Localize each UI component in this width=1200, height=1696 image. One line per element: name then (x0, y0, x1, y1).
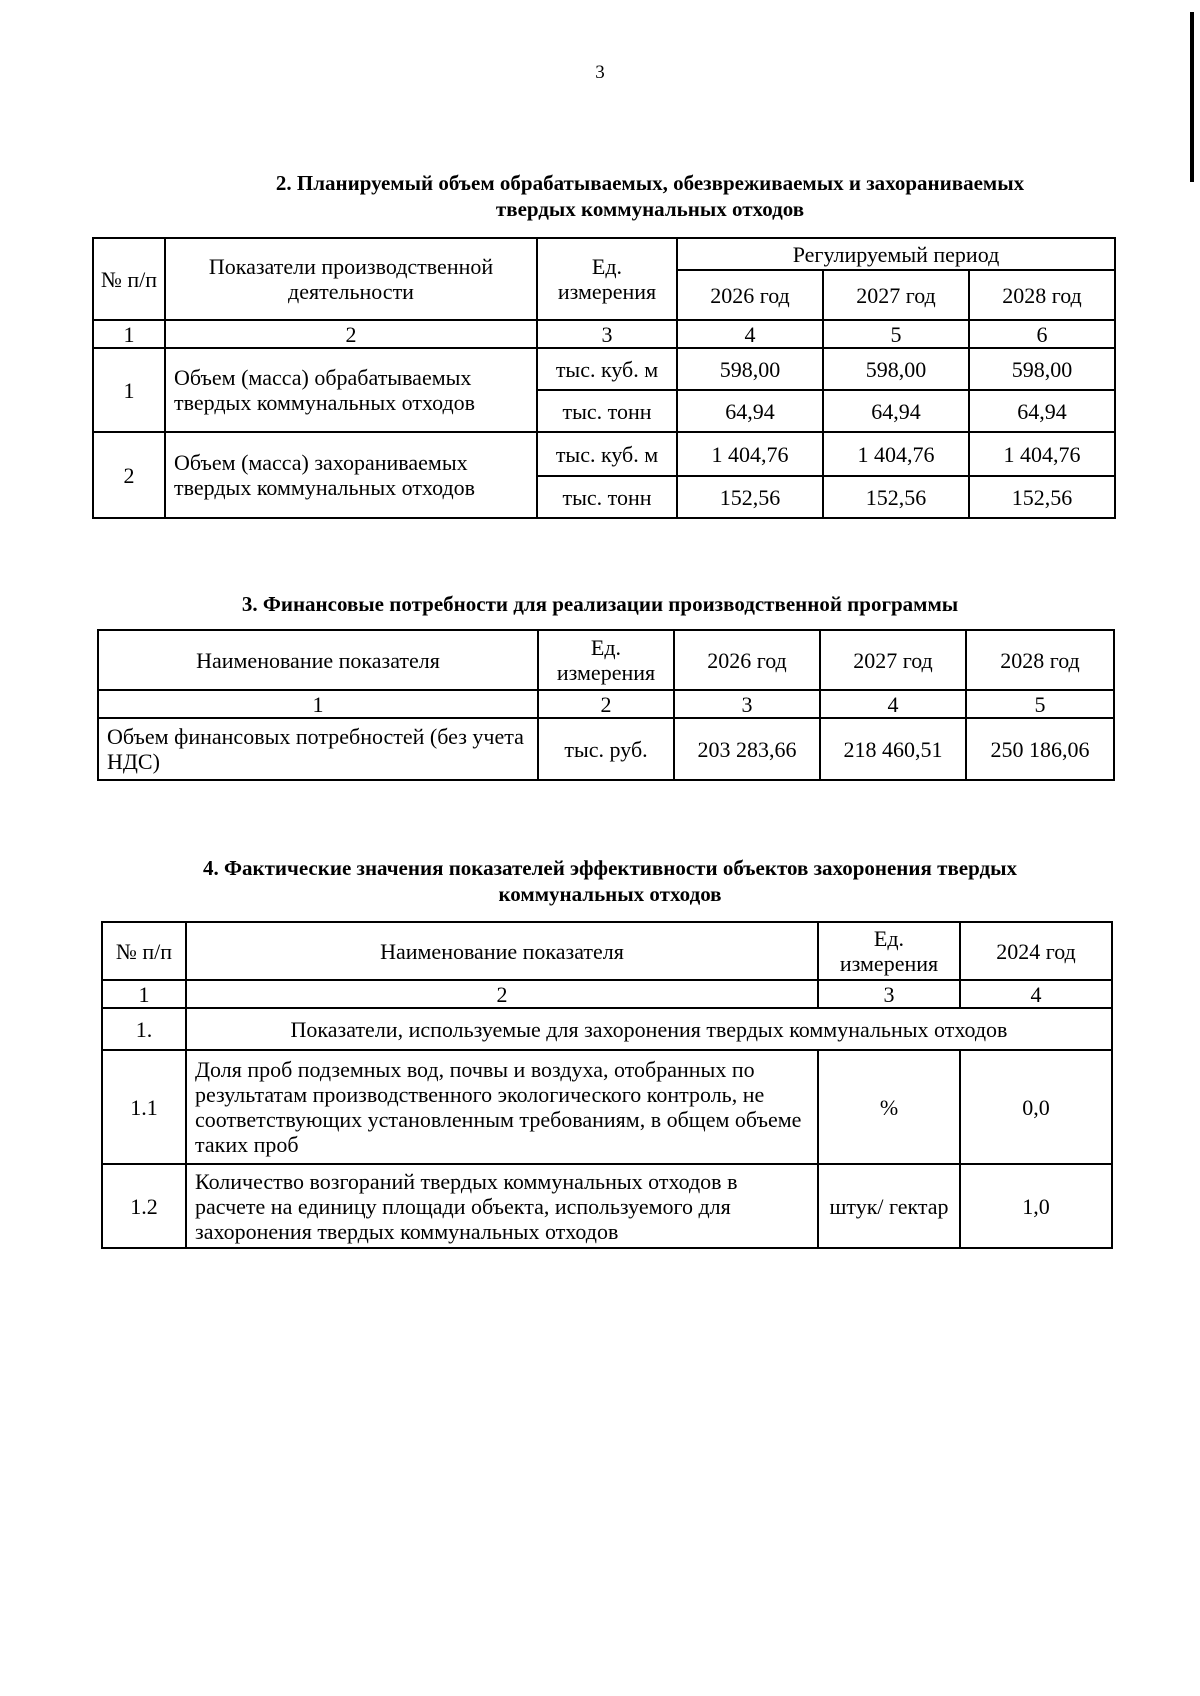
row-value: 0,0 (960, 1050, 1112, 1164)
row-unit: % (818, 1050, 960, 1164)
row-number: 2 (93, 432, 165, 518)
row-value: 203 283,66 (674, 718, 820, 780)
page-number: 3 (595, 62, 605, 83)
header-name: Наименование показателя (186, 922, 818, 980)
column-number: 1 (98, 690, 538, 718)
row-value: 218 460,51 (820, 718, 966, 780)
header-year: 2026 год (674, 630, 820, 690)
column-number: 4 (820, 690, 966, 718)
header-unit: Ед. измерения (537, 238, 677, 320)
header-num: № п/п (93, 238, 165, 320)
header-year: 2027 год (823, 270, 969, 320)
header-num: № п/п (102, 922, 186, 980)
header-name: Наименование показателя (98, 630, 538, 690)
header-unit: Ед. измерения (538, 630, 674, 690)
row-value: 1,0 (960, 1164, 1112, 1248)
row-value: 64,94 (677, 390, 823, 432)
row-number: 1.2 (102, 1164, 186, 1248)
section4-title-line2: коммунальных отходов (498, 882, 722, 906)
group-number: 1. (102, 1008, 186, 1050)
column-number: 2 (165, 320, 537, 348)
row-value: 1 404,76 (969, 432, 1115, 476)
header-year: 2024 год (960, 922, 1112, 980)
row-name: Количество возгораний твердых коммунальных отходов в расчете на единицу площади объекта, используемого для захоронения твердых коммунальных отходов (186, 1164, 818, 1248)
column-number: 5 (823, 320, 969, 348)
section3-table (97, 629, 1115, 781)
column-number: 2 (186, 980, 818, 1008)
row-value: 598,00 (969, 348, 1115, 390)
row-unit: тыс. руб. (538, 718, 674, 780)
row-value: 1 404,76 (823, 432, 969, 476)
group-name: Показатели, используемые для захоронения твердых коммунальных отходов (186, 1008, 1112, 1050)
header-year: 2028 год (969, 270, 1115, 320)
column-number: 4 (677, 320, 823, 348)
section3-title: 3. Финансовые потребности для реализации производственной программы (241, 592, 959, 616)
row-name: Доля проб подземных вод, почвы и воздуха, отобранных по результатам производственного экологического контроль, не соответствующих установленным требованиям, в общем объеме таких проб (186, 1050, 818, 1164)
section4-title-line1: 4. Фактические значения показателей эффективности объектов захоронения твердых (202, 856, 1018, 880)
row-value: 152,56 (677, 476, 823, 518)
header-indicator: Показатели производственной деятельности (165, 238, 537, 320)
row-unit: тыс. тонн (537, 476, 677, 518)
column-number: 3 (537, 320, 677, 348)
column-number: 5 (966, 690, 1114, 718)
row-value: 598,00 (677, 348, 823, 390)
section2-title (60, 170, 1200, 222)
header-year: 2027 год (820, 630, 966, 690)
row-value: 598,00 (823, 348, 969, 390)
header-year: 2026 год (677, 270, 823, 320)
row-value: 152,56 (823, 476, 969, 518)
section2-title-line2: твердых коммунальных отходов (495, 197, 805, 221)
row-name: Объем (масса) обрабатываемых твердых коммунальных отходов (165, 348, 537, 432)
section4-title (60, 855, 1160, 907)
row-unit: тыс. куб. м (537, 348, 677, 390)
column-number: 3 (818, 980, 960, 1008)
row-value: 152,56 (969, 476, 1115, 518)
section4-table (101, 921, 1113, 1249)
section2-title-line1: 2. Планируемый объем обрабатываемых, обезвреживаемых и захораниваемых (275, 171, 1025, 195)
row-value: 250 186,06 (966, 718, 1114, 780)
row-unit: штук/ гектар (818, 1164, 960, 1248)
section2-table (92, 237, 1116, 519)
column-number: 1 (102, 980, 186, 1008)
header-year: 2028 год (966, 630, 1114, 690)
row-name: Объем финансовых потребностей (без учета НДС) (98, 718, 538, 780)
column-number: 2 (538, 690, 674, 718)
column-number: 3 (674, 690, 820, 718)
row-unit: тыс. тонн (537, 390, 677, 432)
row-value: 64,94 (823, 390, 969, 432)
column-number: 6 (969, 320, 1115, 348)
row-unit: тыс. куб. м (537, 432, 677, 476)
row-number: 1 (93, 348, 165, 432)
page-edge-line (1190, 12, 1194, 182)
column-number: 4 (960, 980, 1112, 1008)
header-period: Регулируемый период (677, 238, 1115, 270)
row-value: 64,94 (969, 390, 1115, 432)
row-number: 1.1 (102, 1050, 186, 1164)
header-unit: Ед. измерения (818, 922, 960, 980)
row-name: Объем (масса) захораниваемых твердых коммунальных отходов (165, 432, 537, 518)
row-value: 1 404,76 (677, 432, 823, 476)
column-number: 1 (93, 320, 165, 348)
